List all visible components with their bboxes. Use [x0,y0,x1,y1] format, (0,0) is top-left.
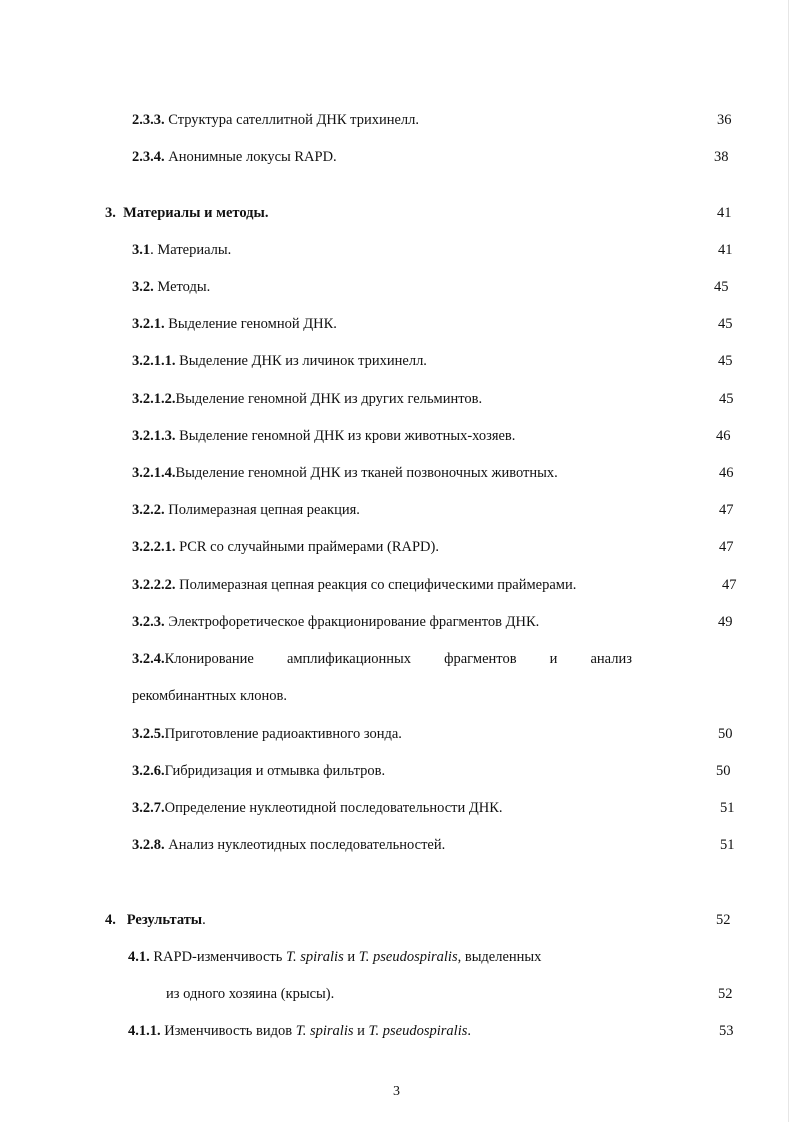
toc-page-2-3-4: 38 [714,149,729,165]
toc-page-3-1: 41 [718,242,733,258]
toc-page-4-1: 52 [718,986,733,1002]
toc-page-3-2-7: 51 [720,800,735,816]
toc-page-3-2-1-1: 45 [718,353,733,369]
toc-section-3: 3. Материалы и методы. [105,205,269,221]
toc-page-3-2-5: 50 [718,726,733,742]
toc-entry-2-3-3: 2.3.3. Структура сателлитной ДНК трихинелл. [132,112,420,128]
toc-entry-3-2-8: 3.2.8. Анализ нуклеотидных последовательностей. [132,837,446,853]
toc-page-3-2-6: 50 [716,763,731,779]
toc-page-3-2-3: 49 [718,614,733,630]
toc-entry-3-2: 3.2. Методы. [132,279,211,295]
toc-page-3-2-2-1: 47 [719,539,734,555]
toc-entry-3-2-1: 3.2.1. Выделение геномной ДНК. [132,316,337,332]
toc-entry-4-1: 4.1. RAPD-изменчивость T. spiralis и T. pseudospiralis, выделенных [128,949,542,965]
toc-page-3-2-2: 47 [719,502,734,518]
toc-entry-3-2-2: 3.2.2. Полимеразная цепная реакция. [132,502,360,518]
toc-page-3-2-1-2: 45 [719,391,734,407]
toc-entry-3-2-5: 3.2.5.Приготовление радиоактивного зонда. [132,726,402,742]
toc-entry-3-2-1-2: 3.2.1.2.Выделение геномной ДНК из других гельминтов. [132,391,483,407]
toc-entry-3-2-1-1: 3.2.1.1. Выделение ДНК из личинок трихинелл. [132,353,427,369]
toc-section-4: 4. Результаты. [105,912,206,928]
toc-entry-3-2-1-4: 3.2.1.4.Выделение геномной ДНК из тканей позвоночных животных. [132,465,558,481]
toc-entry-3-2-4: 3.2.4.Клонирование амплификационных фрагментов и анализ [132,651,632,667]
toc-page-3-2-1: 45 [718,316,733,332]
page-number: 3 [393,1084,400,1099]
toc-page-3: 41 [717,205,732,221]
toc-entry-3-2-2-2: 3.2.2.2. Полимеразная цепная реакция со специфическими праймерами. [132,577,577,593]
toc-page-4-1-1: 53 [719,1023,734,1039]
toc-entry-3-2-4-continuation: рекомбинантных клонов. [132,688,287,704]
toc-page-3-2-1-4: 46 [719,465,734,481]
toc-entry-3-2-7: 3.2.7.Определение нуклеотидной последовательности ДНК. [132,800,503,816]
toc-entry-4-1-1: 4.1.1. Изменчивость видов T. spiralis и T. pseudospiralis. [128,1023,471,1039]
toc-page-3-2-1-3: 46 [716,428,731,444]
toc-page-4: 52 [716,912,731,928]
toc-entry-3-2-1-3: 3.2.1.3. Выделение геномной ДНК из крови животных-хозяев. [132,428,516,444]
toc-page-3-2-8: 51 [720,837,735,853]
toc-page-2-3-3: 36 [717,112,732,128]
toc-entry-3-1: 3.1. Материалы. [132,242,232,258]
toc-page-3-2: 45 [714,279,729,295]
toc-entry-3-2-3: 3.2.3. Электрофоретическое фракционирование фрагментов ДНК. [132,614,540,630]
toc-entry-3-2-6: 3.2.6.Гибридизация и отмывка фильтров. [132,763,386,779]
toc-entry-3-2-2-1: 3.2.2.1. PCR со случайными праймерами (RAPD). [132,539,439,555]
toc-entry-4-1-continuation: из одного хозяина (крысы). [166,986,335,1002]
scan-edge-divider [788,0,789,1122]
toc-entry-2-3-4: 2.3.4. Анонимные локусы RAPD. [132,149,337,165]
toc-page-3-2-2-2: 47 [722,577,737,593]
